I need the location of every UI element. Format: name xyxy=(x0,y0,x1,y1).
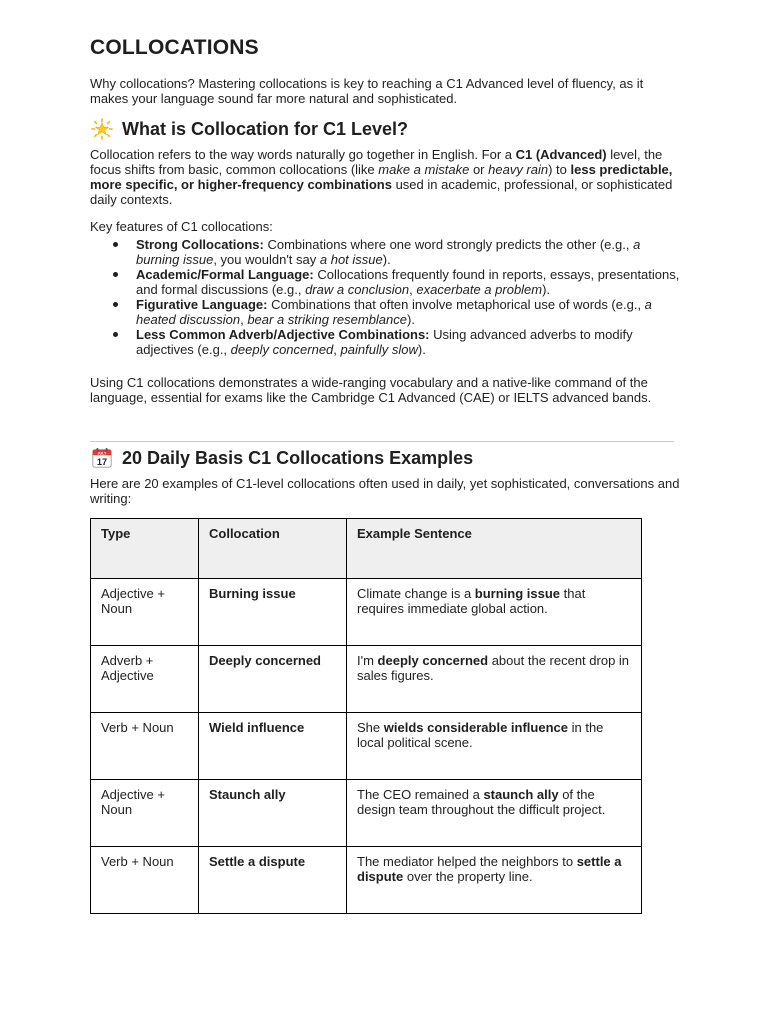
calendar-icon xyxy=(90,447,114,469)
cell-type: Adverb + Adjective xyxy=(91,646,199,713)
calendar-month-label: JULY xyxy=(97,451,107,456)
cell-example: Climate change is a burning issue that requires immediate global action. xyxy=(347,579,642,646)
list-item: Academic/Formal Language: Collocations frequently found in reports, essays, presentations, and formal discussions (e.g., draw a conclusion, exacerbate a problem). xyxy=(90,267,680,297)
conclusion-paragraph: Using C1 collocations demonstrates a wide-ranging vocabulary and a native-like command of the language, essential for exams like the Cambridge C1 Advanced (CAE) or IELTS advanced bands. xyxy=(90,375,652,405)
table-row xyxy=(91,713,642,780)
cell-example: The CEO remained a staunch ally of the design team throughout the difficult project. xyxy=(347,780,642,847)
section-heading-what-is xyxy=(90,118,408,140)
table-row xyxy=(91,579,642,646)
cell-example: I'm deeply concerned about the recent drop in sales figures. xyxy=(347,646,642,713)
cell-collocation: Settle a dispute xyxy=(199,847,347,914)
table-row xyxy=(91,646,642,713)
cell-type: Verb + Noun xyxy=(91,847,199,914)
cell-collocation: Wield influence xyxy=(199,713,347,780)
section-heading-text: 20 Daily Basis C1 Collocations Examples xyxy=(122,448,474,468)
table-header-row xyxy=(91,519,642,579)
section-heading-text: What is Collocation for C1 Level? xyxy=(122,119,409,139)
features-intro: Key features of C1 collocations: xyxy=(90,219,273,234)
features-list xyxy=(90,237,680,357)
bullet-icon xyxy=(113,302,118,307)
bullet-icon xyxy=(113,242,118,247)
column-header-example: Example Sentence xyxy=(347,519,642,579)
list-item: Less Common Adverb/Adjective Combinations: Using advanced adverbs to modify adjectives (e.g., deeply concerned, painfully slow). xyxy=(90,327,680,357)
glowing-star-icon xyxy=(90,118,114,140)
definition-paragraph: Collocation refers to the way words naturally go together in English. For a C1 (Advanced) level, the focus shifts from basic, common collocations (like make a mistake or heavy rain) to less predictable, more specific, or higher-frequency combinations used in academic, professional, or sophisticated daily contexts. xyxy=(90,147,673,207)
table-row xyxy=(91,780,642,847)
cell-type: Adjective + Noun xyxy=(91,579,199,646)
section-heading-examples xyxy=(90,447,473,469)
examples-intro: Here are 20 examples of C1-level collocations often used in daily, yet sophisticated, conversations and writing: xyxy=(90,476,680,506)
table-row xyxy=(91,847,642,914)
cell-collocation: Burning issue xyxy=(199,579,347,646)
list-item: Strong Collocations: Combinations where one word strongly predicts the other (e.g., a burning issue, you wouldn't say a hot issue). xyxy=(90,237,680,267)
collocations-table xyxy=(90,518,642,914)
list-item: Figurative Language: Combinations that often involve metaphorical use of words (e.g., a heated discussion, bear a striking resemblance). xyxy=(90,297,680,327)
column-header-collocation: Collocation xyxy=(199,519,347,579)
cell-type: Adjective + Noun xyxy=(91,780,199,847)
cell-collocation: Staunch ally xyxy=(199,780,347,847)
cell-collocation: Deeply concerned xyxy=(199,646,347,713)
bullet-icon xyxy=(113,272,118,277)
intro-paragraph: Why collocations? Mastering collocations is key to reaching a C1 Advanced level of fluency, as it makes your language sound far more natural and sophisticated. xyxy=(90,76,644,106)
calendar-day-label: 17 xyxy=(96,456,108,467)
page-title: COLLOCATIONS xyxy=(90,36,259,59)
section-divider xyxy=(90,441,674,442)
cell-example: The mediator helped the neighbors to settle a dispute over the property line. xyxy=(347,847,642,914)
column-header-type: Type xyxy=(91,519,199,579)
bullet-icon xyxy=(113,332,118,337)
cell-type: Verb + Noun xyxy=(91,713,199,780)
cell-example: She wields considerable influence in the local political scene. xyxy=(347,713,642,780)
